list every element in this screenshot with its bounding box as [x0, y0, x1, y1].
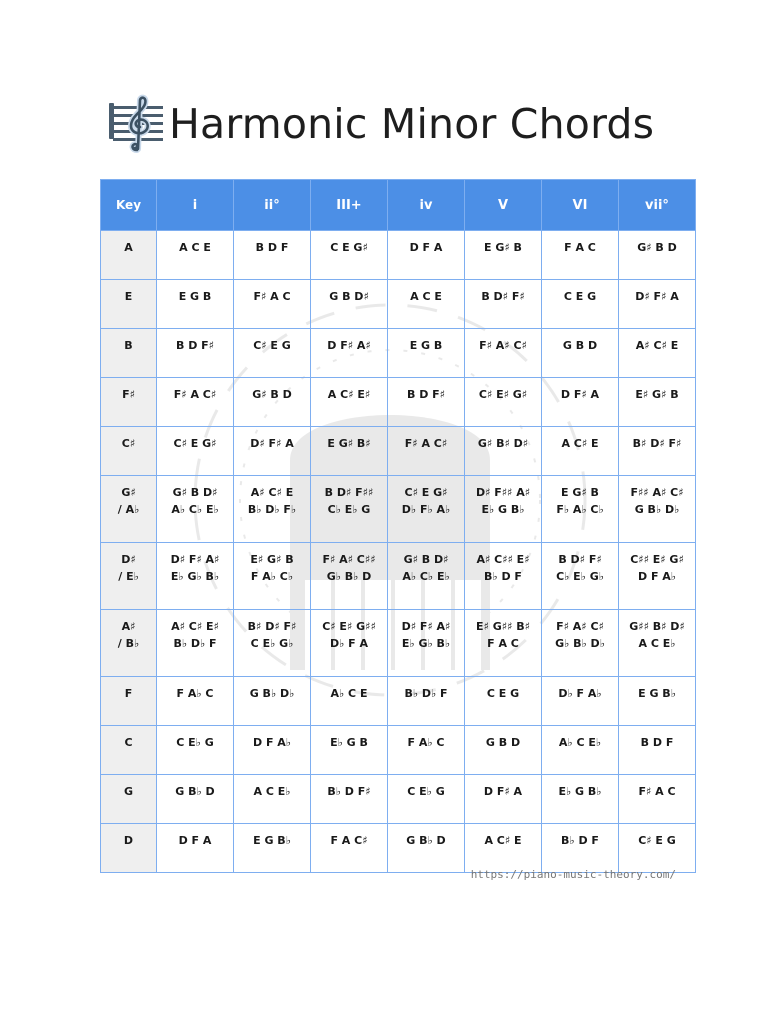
chord-cell: G♯ B♯ D♯ [465, 427, 542, 476]
page-title: Harmonic Minor Chords [169, 100, 655, 148]
chord-cell: F A♭ C [388, 726, 465, 775]
table-row [101, 427, 696, 476]
chord-cell: G B D♯ [311, 280, 388, 329]
chord-cell: A C♯ E♯ [311, 378, 388, 427]
chord-cell: A C E [157, 231, 234, 280]
title-row [107, 92, 654, 156]
source-url: https://piano-music-theory.com/ [470, 868, 676, 881]
chord-cell: D♯ F♯ A♯ E♭ G♭ B♭ [388, 610, 465, 677]
chord-cell: E G B [157, 280, 234, 329]
table-row [101, 329, 696, 378]
key-cell: A♯ / B♭ [101, 610, 157, 677]
key-cell: C♯ [101, 427, 157, 476]
column-header-v: V [465, 180, 542, 231]
chord-cell: B D F♯ [388, 378, 465, 427]
key-cell: A [101, 231, 157, 280]
chord-cell: C♯ E G♯ D♭ F♭ A♭ [388, 476, 465, 543]
key-cell: E [101, 280, 157, 329]
chord-cell: D F A [388, 231, 465, 280]
table-row [101, 476, 696, 543]
table-row [101, 543, 696, 610]
table-row [101, 610, 696, 677]
table-row [101, 775, 696, 824]
chord-cell: G♯♯ B♯ D♯ A C E♭ [619, 610, 696, 677]
chord-cell: A C♯ E [542, 427, 619, 476]
chord-cell: E♯ G♯ B F A♭ C♭ [234, 543, 311, 610]
chord-cell: C♯ E♯ G♯ [465, 378, 542, 427]
chord-cell: G♯ B D♯ A♭ C♭ E♭ [157, 476, 234, 543]
column-header-ii-dim: ii° [234, 180, 311, 231]
chord-cell: E♭ G B♭ [542, 775, 619, 824]
chord-cell: F♯♯ A♯ C♯ G B♭ D♭ [619, 476, 696, 543]
chord-cell: D♭ F A♭ [542, 677, 619, 726]
table-row [101, 726, 696, 775]
column-header-iii-aug: III+ [311, 180, 388, 231]
chord-cell: G♯ B D [619, 231, 696, 280]
column-header-iv: iv [388, 180, 465, 231]
chord-cell: A♯ C♯ E♯ B♭ D♭ F [157, 610, 234, 677]
key-cell: C [101, 726, 157, 775]
key-cell: F♯ [101, 378, 157, 427]
chord-cell: G B♭ D [157, 775, 234, 824]
chord-cell: A C♯ E [465, 824, 542, 873]
column-header-vii-dim: vii° [619, 180, 696, 231]
chord-cell: E G B♭ [234, 824, 311, 873]
key-cell: B [101, 329, 157, 378]
chord-cell: D F♯ A [542, 378, 619, 427]
table-row [101, 280, 696, 329]
chord-cell: D F A [157, 824, 234, 873]
chord-cell: D♯ F♯ A♯ E♭ G♭ B♭ [157, 543, 234, 610]
chord-cell: C E G♯ [311, 231, 388, 280]
chord-cell: E G B♭ [619, 677, 696, 726]
chord-cell: E G B [388, 329, 465, 378]
chord-cell: C E G [542, 280, 619, 329]
chord-cell: F♯ A C [619, 775, 696, 824]
chord-cell: F♯ A♯ C♯ [465, 329, 542, 378]
table-header-row [101, 180, 696, 231]
chord-cell: C E♭ G [157, 726, 234, 775]
chord-cell: B♭ D♭ F [388, 677, 465, 726]
chord-cell: B♯ D♯ F♯ [619, 427, 696, 476]
chord-cell: A C E♭ [234, 775, 311, 824]
chord-cell: A♯ C♯ E [619, 329, 696, 378]
key-cell: G♯ / A♭ [101, 476, 157, 543]
chord-cell: E♯ G♯ B [619, 378, 696, 427]
chord-cell: C♯ E G [619, 824, 696, 873]
chord-cell: A♯ C♯♯ E♯ B♭ D F [465, 543, 542, 610]
table-row [101, 824, 696, 873]
chord-cell: C♯ E♯ G♯♯ D♭ F A [311, 610, 388, 677]
chord-cell: D F♯ A♯ [311, 329, 388, 378]
chord-cell: A♭ C E [311, 677, 388, 726]
column-header-vi: VI [542, 180, 619, 231]
chord-cell: B D♯ F♯♯ C♭ E♭ G [311, 476, 388, 543]
chord-cell: B D F [619, 726, 696, 775]
chord-cell: E G♯ B [465, 231, 542, 280]
chord-cell: B D♯ F♯ C♭ E♭ G♭ [542, 543, 619, 610]
chord-cell: D F♯ A [465, 775, 542, 824]
chord-cell: F A♭ C [157, 677, 234, 726]
key-cell: D [101, 824, 157, 873]
column-header-i: i [157, 180, 234, 231]
chord-cell: F♯ A C [234, 280, 311, 329]
chord-cell: G B D [542, 329, 619, 378]
chord-cell: B♯ D♯ F♯ C E♭ G♭ [234, 610, 311, 677]
harmonic-minor-chords-table [100, 179, 696, 873]
chord-cell: B♭ D F [542, 824, 619, 873]
chord-cell: F♯ A C♯ [388, 427, 465, 476]
chord-cell: C♯ E G♯ [157, 427, 234, 476]
chord-cell: F♯ A♯ C♯♯ G♭ B♭ D [311, 543, 388, 610]
chord-cell: G B♭ D♭ [234, 677, 311, 726]
chord-cell: F A C [542, 231, 619, 280]
chord-cell: C♯♯ E♯ G♯ D F A♭ [619, 543, 696, 610]
key-cell: G [101, 775, 157, 824]
chord-cell: B D F [234, 231, 311, 280]
table-row [101, 677, 696, 726]
table-row [101, 378, 696, 427]
chord-cell: C♯ E G [234, 329, 311, 378]
chord-cell: E G♯ B♯ [311, 427, 388, 476]
chord-cell: B D F♯ [157, 329, 234, 378]
chord-cell: C E G [465, 677, 542, 726]
chord-cell: E G♯ B F♭ A♭ C♭ [542, 476, 619, 543]
chord-cell: D F A♭ [234, 726, 311, 775]
chord-cell: D♯ F♯ A [619, 280, 696, 329]
chord-cell: A♯ C♯ E B♭ D♭ F♭ [234, 476, 311, 543]
chord-cell: G♯ B D♯ A♭ C♭ E♭ [388, 543, 465, 610]
chord-cell: F♯ A♯ C♯ G♭ B♭ D♭ [542, 610, 619, 677]
chord-cell: D♯ F♯ A [234, 427, 311, 476]
chord-cell: F A C♯ [311, 824, 388, 873]
chord-cell: B D♯ F♯ [465, 280, 542, 329]
chord-cell: F♯ A C♯ [157, 378, 234, 427]
chord-cell: B♭ D F♯ [311, 775, 388, 824]
chord-cell: E♭ G B [311, 726, 388, 775]
chord-cell: G♯ B D [234, 378, 311, 427]
chord-cell: A C E [388, 280, 465, 329]
chord-cell: D♯ F♯♯ A♯ E♭ G B♭ [465, 476, 542, 543]
chord-cell: E♯ G♯♯ B♯ F A C [465, 610, 542, 677]
chord-cell: G B♭ D [388, 824, 465, 873]
column-header-key: Key [101, 180, 157, 231]
table-row [101, 231, 696, 280]
chord-cell: G B D [465, 726, 542, 775]
key-cell: D♯ / E♭ [101, 543, 157, 610]
chord-cell: A♭ C E♭ [542, 726, 619, 775]
chord-cell: C E♭ G [388, 775, 465, 824]
treble-clef-staff-icon [107, 94, 165, 154]
table-body [101, 231, 696, 873]
key-cell: F [101, 677, 157, 726]
